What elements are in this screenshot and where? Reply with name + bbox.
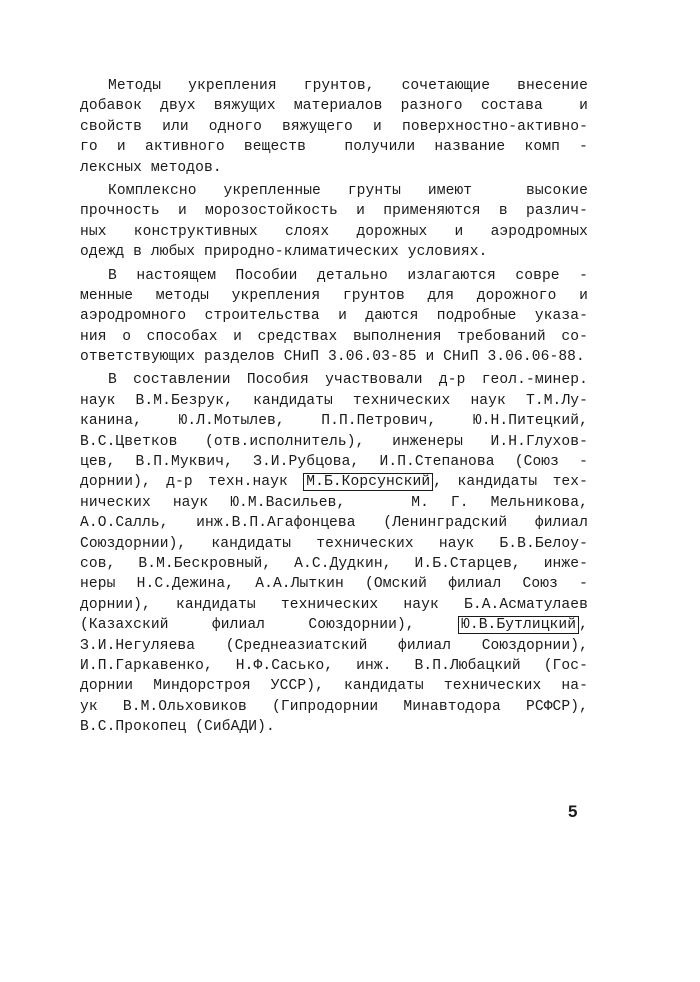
text-line: цев, В.П.Муквич, З.И.Рубцова, И.П.Степанова (Союз - [80,454,588,471]
text-line: менные методы укрепления грунтов для дорожного и [80,287,588,304]
paragraph-authors [80,370,588,737]
text-line: аэродромного строительства и даются подробные указа- [80,308,588,325]
text-line: сов, В.М.Бескровный, А.С.Дудкин, И.Б.Старцев, инже- [80,555,588,572]
boxed-name-korsunsky: М.Б.Корсунский [303,473,433,491]
text-line: свойств или одного вяжущего и поверхностно-активно- [80,118,588,135]
text-line: дорнии), кандидаты технических наук Б.А.Асматулаев [80,596,588,613]
text-line: В.С.Цветков (отв.исполнитель), инженеры И.Н.Глухов- [80,433,588,450]
text-line: лексных методов. [80,159,222,176]
text-line [80,615,588,635]
text-fragment: дорнии), д-р техн.наук [80,474,304,491]
paragraph-manual-scope [80,266,588,368]
text-line: ук В.М.Ольховиков (Гипродорнии Минавтодора РСФСР), [80,698,588,715]
text-line: И.П.Гаркавенко, Н.Ф.Сасько, инж. В.П.Любацкий (Гос- [80,657,588,674]
text-line: канина, Ю.Л.Мотылев, П.П.Петрович, Ю.Н.Питецкий, [80,413,588,430]
text-line: В составлении Пособия участвовали д-р геол.-минер. [108,372,588,389]
text-fragment: (Казахский филиал Союздорнии), [80,617,458,634]
page-number: 5 [568,802,578,821]
boxed-name-butlitsky: Ю.В.Бутлицкий [458,616,579,634]
text-fragment: , кандидаты тех- [433,474,588,491]
text-line: дорнии Миндорстроя УССР), кандидаты технических на- [80,678,588,695]
text-line: одежд в любых природно-климатических условиях. [80,244,488,261]
text-fragment: , [579,617,588,634]
text-line: добавок двух вяжущих материалов разного состава и [80,98,588,115]
text-line: прочность и морозостойкость и применяются в различ- [80,203,588,220]
text-line: ответствующих разделов СНиП 3.06.03-85 и СНиП 3.06.06-88. [80,349,585,366]
text-line: В настоящем Пособии детально излагаются совре - [108,267,588,284]
text-line: ных конструктивных слоях дорожных и аэродромных [80,223,588,240]
text-line: В.С.Прокопец (СибАДИ). [80,719,275,736]
document-body [80,76,588,741]
text-line: Методы укрепления грунтов, сочетающие внесение [108,78,588,94]
text-line: нических наук Ю.М.Васильев, М. Г. Мельникова, [80,494,588,511]
text-line: го и активного веществ получили название комп - [80,139,588,156]
paragraph-properties [80,181,588,263]
text-line: Союздорнии), кандидаты технических наук Б.В.Белоу- [80,535,588,552]
text-line: З.И.Негуляева (Среднеазиатский филиал Союздорнии), [80,637,588,654]
text-line: ния о способах и средствах выполнения требований со- [80,328,588,345]
text-line: Комплексно укрепленные грунты имеют высокие [108,182,588,199]
text-line: неры Н.С.Дежина, А.А.Лыткин (Омский филиал Союз - [80,576,588,593]
text-line [80,472,588,492]
paragraph-complex-methods [80,76,588,178]
text-line: А.О.Салль, инж.В.П.Агафонцева (Ленинградский филиал [80,515,588,532]
text-line: наук В.М.Безрук, кандидаты технических наук Т.М.Лу- [80,392,588,409]
